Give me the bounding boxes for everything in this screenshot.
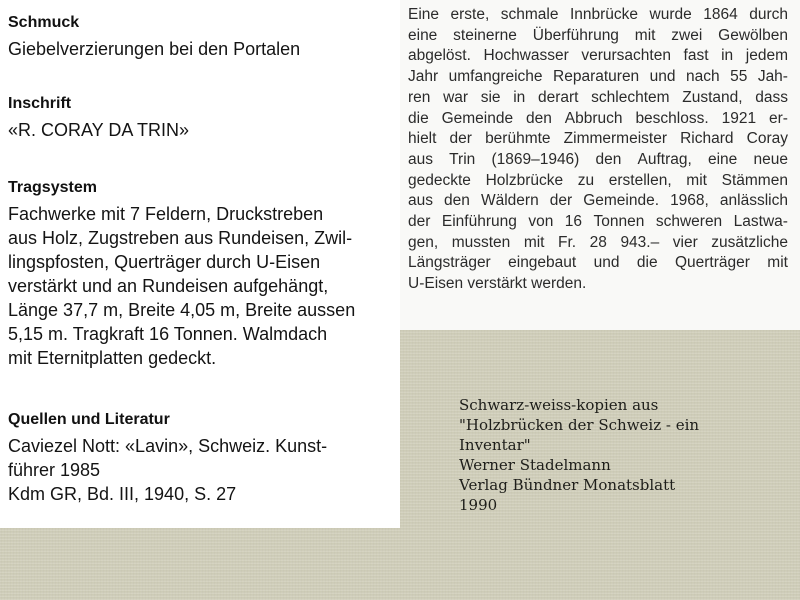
history-paragraph [408,5,800,295]
section-heading: Tragsystem [8,179,97,196]
note-line: Inventar" [459,436,531,454]
note-line: Schwarz-weiss-kopien aus [459,396,659,414]
paragraph-line: Längsträger eingebaut und die Querträger mit [408,254,788,272]
paragraph-line: aus den Wäldern der Gemeinde. 1968, anlässlich [408,192,788,210]
section-heading: Quellen und Literatur [8,411,170,428]
paragraph-line: hielt der berühmte Zimmermeister Richard Coray [408,130,788,148]
section-tragsystem [8,178,355,370]
note-line: Verlag Bündner Monatsblatt [459,476,676,494]
section-schmuck [8,13,300,61]
section-line: Giebelverzierungen bei den Portalen [8,39,301,59]
section-line: «R. CORAY DA TRIN» [8,120,190,140]
paragraph-line: ren war sie in derart schlechtem Zustand, dass [408,88,788,106]
paragraph-line: die Gemeinde den Abbruch beschloss. 1921 er- [408,109,788,127]
section-line: 5,15 m. Tragkraft 16 Tonnen. Walmdach [8,324,328,344]
left-photocopy [0,0,400,528]
note-line: "Holzbrücken der Schweiz - ein [459,416,700,434]
source-note [459,395,779,515]
paragraph-line: gen, mussten mit Fr. 28 943.– vier zusätzliche [408,233,788,251]
section-line: Fachwerke mit 7 Feldern, Druckstreben [8,204,324,224]
section-line: mit Eternitplatten gedeckt. [8,348,217,368]
note-line: Werner Stadelmann [459,456,611,474]
section-heading: Inschrift [8,95,72,112]
section-line: verstärkt und an Rundeisen aufgehängt, [8,276,329,296]
section-line: aus Holz, Zugstreben aus Rundeisen, Zwil- [8,228,353,248]
paragraph-line: eine steinerne Überführung mit zwei Gewölben [408,26,788,44]
section-line: Caviezel Nott: «Lavin», Schweiz. Kunst- [8,436,328,456]
section-line: führer 1985 [8,460,101,480]
paragraph-line: U-Eisen verstärkt werden. [408,275,587,293]
paragraph-line: der Einführung von 16 Tonnen schweren Lastwa- [408,213,788,231]
section-line: Kdm GR, Bd. III, 1940, S. 27 [8,484,237,504]
paragraph-line: aus Trin (1869–1946) den Auftrag, eine neue [408,150,788,168]
paragraph-line: gedeckte Holzbrücke zu erstellen, mit Stämmen [408,171,788,189]
section-quellen [8,410,327,506]
section-heading: Schmuck [8,14,80,31]
section-line: Länge 37,7 m, Breite 4,05 m, Breite aussen [8,300,356,320]
section-inschrift [8,94,189,142]
paragraph-line: Eine erste, schmale Innbrücke wurde 1864 durch [408,6,788,23]
section-line: lingspfosten, Querträger durch U-Eisen [8,252,321,272]
paragraph-line: abgelöst. Hochwasser verursachten fast in jedem [408,47,788,65]
paragraph-line: Jahr umfangreiche Reparaturen und nach 55 Jah- [408,68,788,86]
right-photocopy [400,0,800,330]
note-line: 1990 [459,496,498,514]
